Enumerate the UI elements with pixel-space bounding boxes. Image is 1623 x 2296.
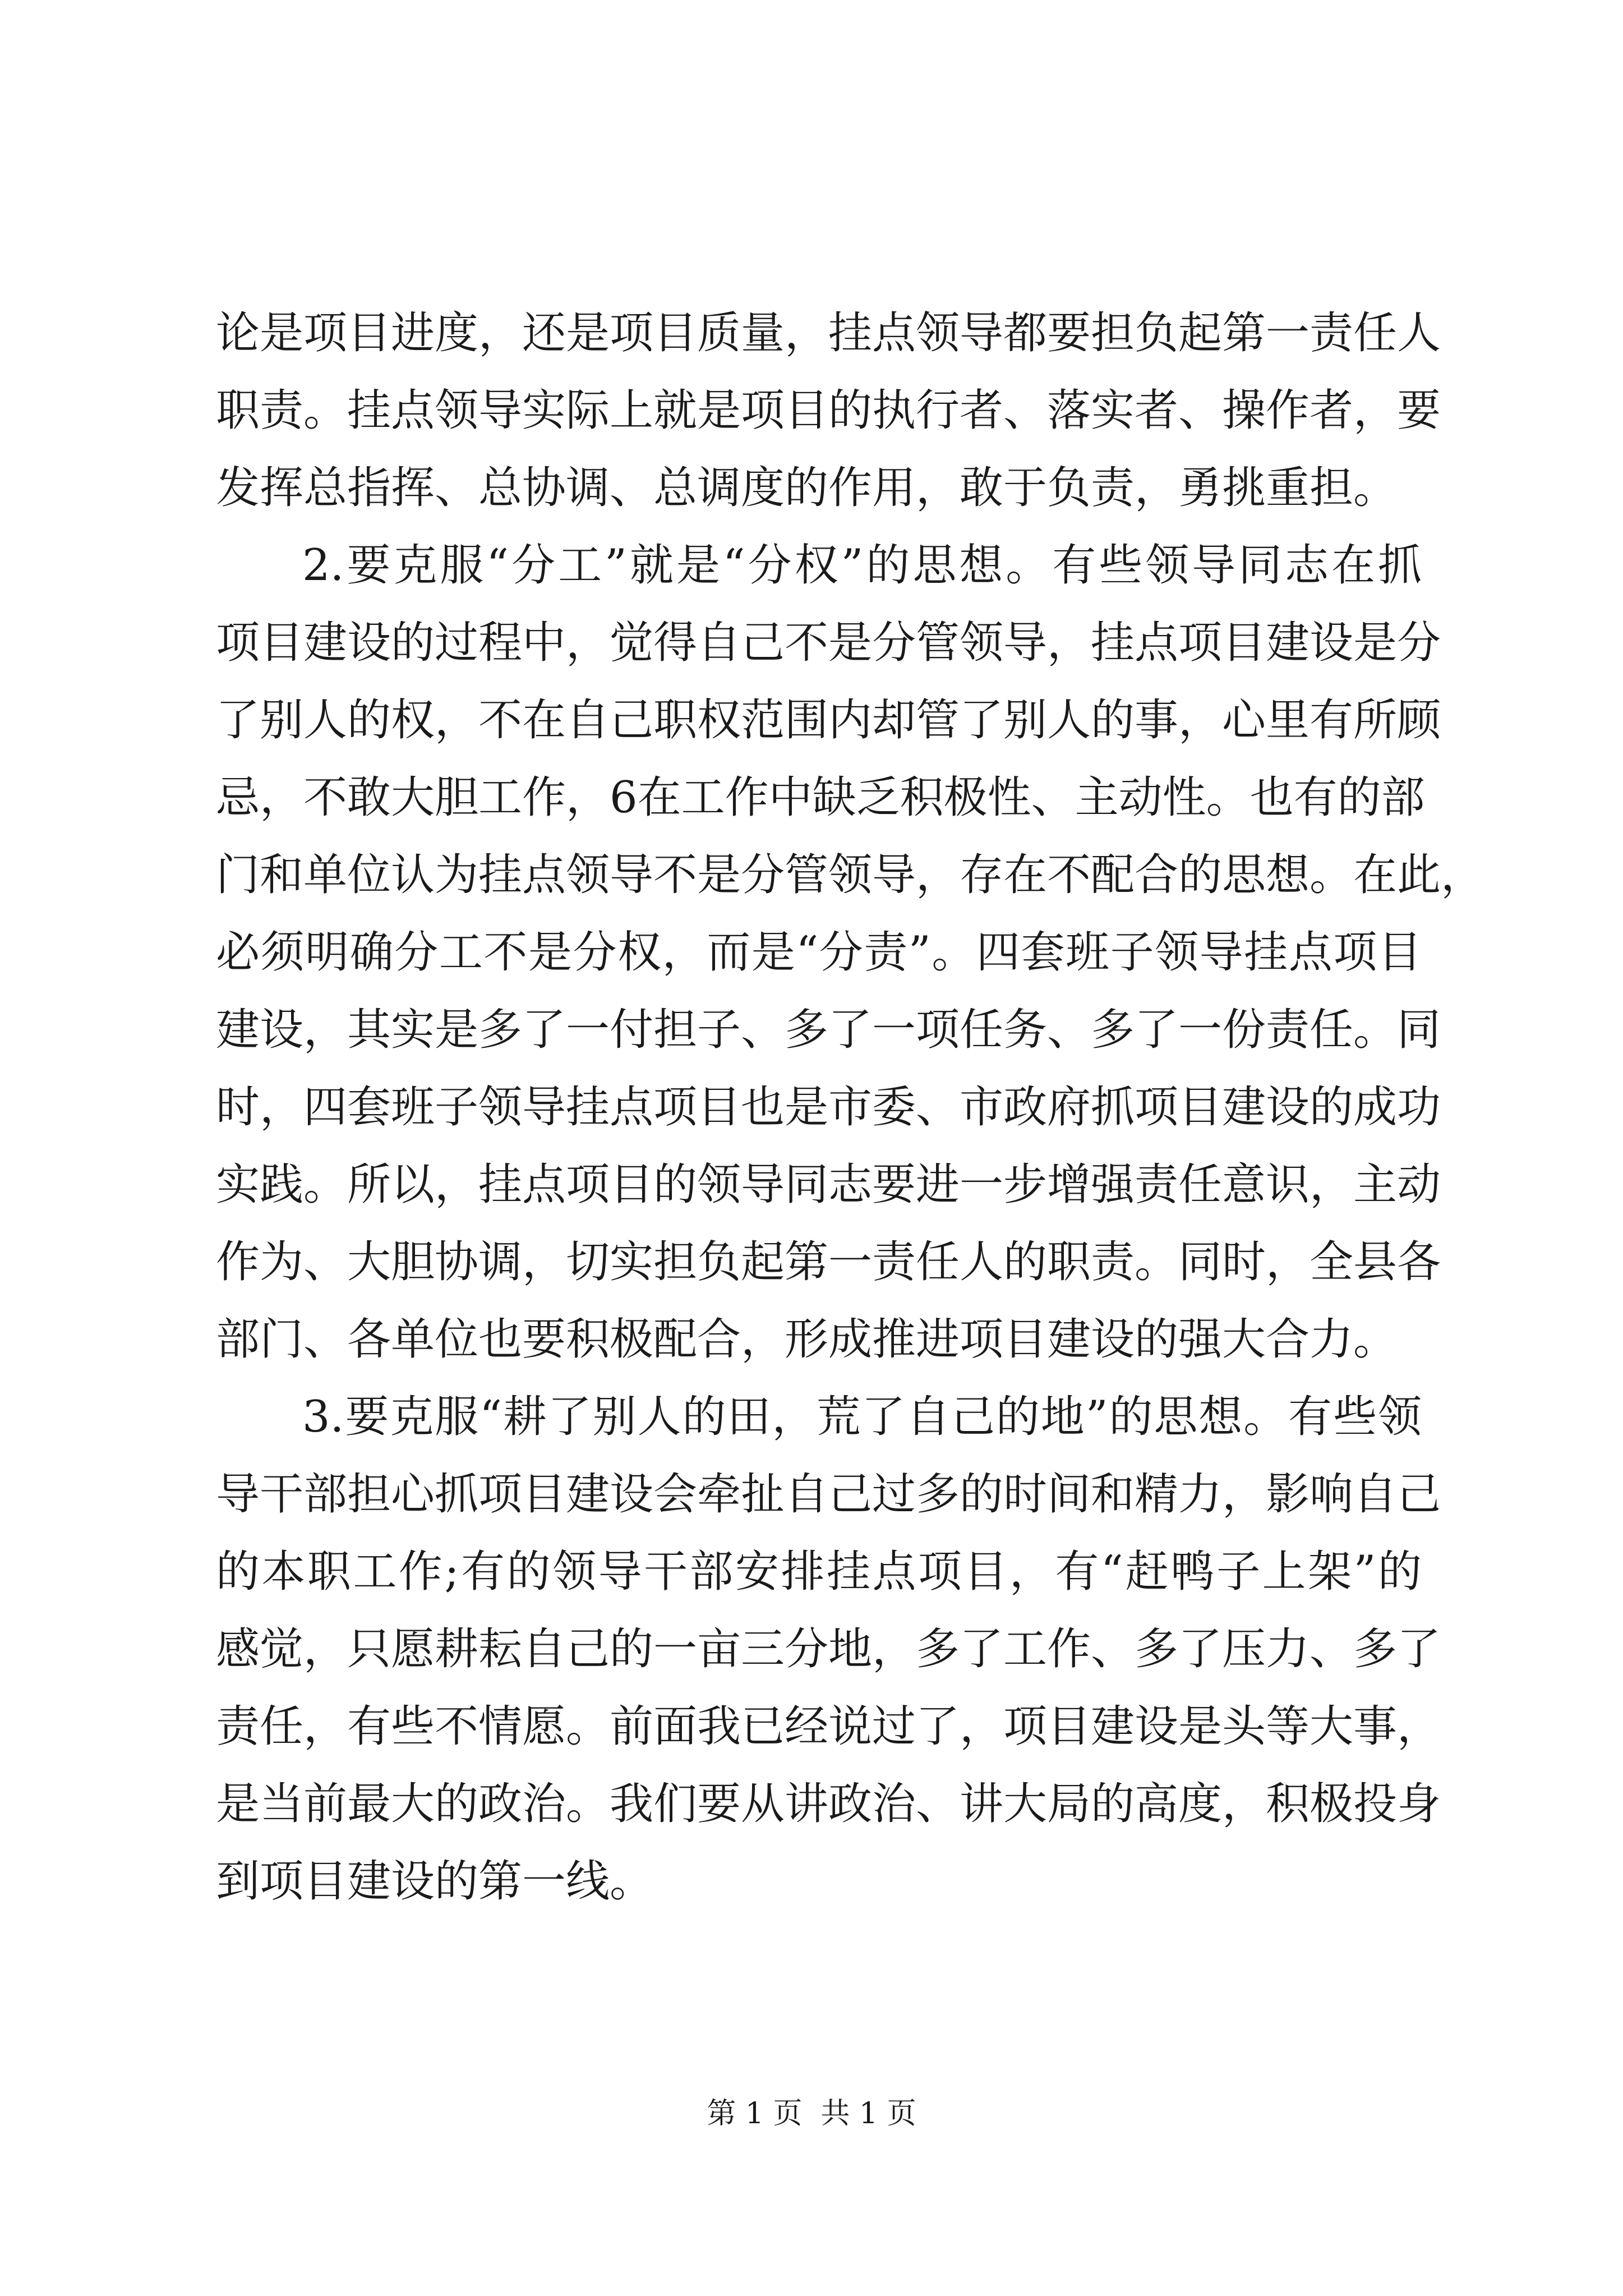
text-line: 2.要克服“分工”就是“分权”的思想。有些领导同志在抓	[302, 540, 1422, 591]
text-line: 必须明确分工不是分权，而是“分责”。四套班子领导挂点项目	[216, 927, 1422, 978]
text-line: 是当前最大的政治。我们要从讲政治、讲大局的高度，积极投身	[216, 1779, 1441, 1829]
text-line: 论是项目进度，还是项目质量，挂点领导都要担负起第一责任人	[216, 308, 1441, 358]
text-line: 责任，有些不情愿。前面我已经说过了，项目建设是头等大事，	[216, 1701, 1441, 1752]
page-footer: 第 1 页 共 1 页	[707, 2097, 916, 2131]
text-line: 到项目建设的第一线。	[216, 1856, 654, 1907]
text-line: 3.要克服“耕了别人的田，荒了自己的地”的思想。有些领	[302, 1392, 1422, 1442]
text-line: 发挥总指挥、总协调、总调度的作用，敢于负责，勇挑重担。	[216, 463, 1398, 513]
text-line: 实践。所以，挂点项目的领导同志要进一步增强责任意识，主动	[216, 1159, 1441, 1210]
body-text	[216, 295, 1485, 1920]
text-line: 作为、大胆协调，切实担负起第一责任人的职责。同时，全县各	[216, 1237, 1441, 1287]
text-line: 职责。挂点领导实际上就是项目的执行者、落实者、操作者，要	[216, 385, 1441, 436]
text-line: 导干部担心抓项目建设会牵扯自己过多的时间和精力，影响自己	[216, 1469, 1441, 1520]
text-line: 建设，其实是多了一付担子、多了一项任务、多了一份责任。同	[216, 1005, 1441, 1055]
text-line: 的本职工作;有的领导干部安排挂点项目，有“赶鸭子上架”的	[216, 1547, 1422, 1597]
text-line: 了别人的权，不在自己职权范围内却管了别人的事，心里有所顾	[216, 695, 1441, 746]
text-line: 部门、各单位也要积极配合，形成推进项目建设的强大合力。	[216, 1314, 1398, 1365]
text-line: 感觉，只愿耕耘自己的一亩三分地，多了工作、多了压力、多了	[216, 1624, 1441, 1674]
text-line: 忌，不敢大胆工作，6在工作中缺乏积极性、主动性。也有的部	[216, 772, 1425, 823]
text-line: 时，四套班子领导挂点项目也是市委、市政府抓项目建设的成功	[216, 1082, 1441, 1133]
text-line: 门和单位认为挂点领导不是分管领导，存在不配合的思想。在此，	[216, 850, 1485, 900]
text-line: 项目建设的过程中，觉得自己不是分管领导，挂点项目建设是分	[216, 618, 1441, 668]
